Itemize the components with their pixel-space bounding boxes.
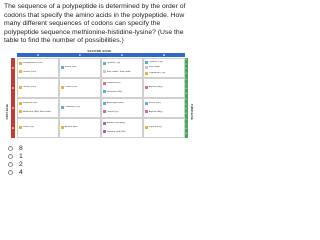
first-base-header: G	[11, 118, 15, 138]
amino-acid-name: Asparagine (Asn)	[106, 102, 124, 105]
codon-block	[101, 58, 143, 78]
codon-block	[101, 118, 143, 138]
amino-acid-swatch	[103, 122, 106, 125]
amino-acid-entry	[145, 72, 183, 75]
amino-acid-swatch	[19, 86, 22, 89]
second-base-header: C	[59, 53, 101, 57]
radio-button[interactable]	[8, 170, 13, 175]
codon-block	[59, 118, 101, 138]
amino-acid-swatch	[103, 70, 106, 73]
amino-acid-swatch	[145, 102, 148, 105]
first-base-header: A	[11, 98, 15, 118]
amino-acid-swatch	[145, 66, 148, 69]
codon-block	[59, 78, 101, 98]
amino-acid-swatch	[103, 82, 106, 85]
amino-acid-swatch	[103, 130, 106, 133]
codon-block	[17, 98, 59, 118]
amino-acid-name: Lysine (Lys)	[106, 110, 119, 113]
amino-acid-swatch	[103, 90, 106, 93]
amino-acid-entry	[61, 86, 99, 89]
amino-acid-entry	[61, 106, 99, 109]
amino-acid-entry	[145, 61, 183, 64]
answer-choice[interactable]	[8, 145, 23, 152]
amino-acid-swatch	[61, 106, 64, 109]
amino-acid-name: Valine (Val)	[22, 126, 34, 129]
amino-acid-name: Tryptophan (Trp)	[148, 71, 166, 74]
amino-acid-name: Glycine (Gly)	[148, 126, 162, 129]
amino-acid-name: Stop codon	[148, 66, 160, 69]
amino-acid-swatch	[103, 62, 106, 65]
amino-acid-swatch	[145, 72, 148, 75]
codon-block	[59, 58, 101, 78]
amino-acid-swatch	[61, 86, 64, 89]
codon-block	[143, 98, 185, 118]
amino-acid-name: Proline (Pro)	[64, 86, 78, 89]
codon-block	[59, 98, 101, 118]
amino-acid-entry	[19, 110, 57, 113]
amino-acid-name: Histidine (His)	[106, 82, 121, 85]
amino-acid-name: Serine (Ser)	[148, 102, 161, 105]
amino-acid-name: Aspartic acid (Asp)	[106, 122, 126, 125]
amino-acid-swatch	[61, 66, 64, 69]
amino-acid-name: Phenylalanine (Phe)	[22, 62, 43, 65]
third-base-column: U C A G	[184, 58, 188, 78]
amino-acid-name: Methionine (Met) Start codon	[22, 110, 52, 113]
amino-acid-name: Arginine (Arg)	[148, 86, 163, 89]
amino-acid-name: Alanine (Ala)	[64, 126, 78, 129]
radio-button[interactable]	[8, 162, 13, 167]
amino-acid-swatch	[61, 126, 64, 129]
third-base-column: U C A G	[184, 98, 188, 118]
second-base-header: G	[143, 53, 185, 57]
choice-label: 2	[19, 161, 23, 168]
amino-acid-name: Threonine (Thr)	[64, 106, 80, 109]
amino-acid-entry	[19, 86, 57, 89]
amino-acid-entry	[61, 66, 99, 69]
amino-acid-entry	[103, 110, 141, 113]
codon-block	[17, 78, 59, 98]
amino-acid-entry	[103, 90, 141, 93]
amino-acid-entry	[19, 102, 57, 105]
amino-acid-entry	[103, 102, 141, 105]
amino-acid-entry	[145, 66, 183, 69]
amino-acid-swatch	[19, 126, 22, 129]
answer-choice[interactable]	[8, 169, 23, 176]
amino-acid-swatch	[145, 86, 148, 89]
second-base-header: U	[17, 53, 59, 57]
choice-label: 1	[19, 153, 23, 160]
amino-acid-entry	[145, 102, 183, 105]
amino-acid-name: Isoleucine (Ile)	[22, 102, 38, 105]
amino-acid-name: Arginine (Arg)	[148, 110, 163, 113]
amino-acid-entry	[19, 62, 57, 65]
third-base-column: U C A G	[184, 118, 188, 138]
codon-block	[101, 78, 143, 98]
first-base-header: U	[11, 58, 15, 78]
amino-acid-swatch	[19, 70, 22, 73]
codon-block	[143, 78, 185, 98]
first-base-header: C	[11, 78, 15, 98]
amino-acid-name: Cysteine (Cys)	[148, 60, 164, 63]
amino-acid-swatch	[19, 102, 22, 105]
amino-acid-name: Glutamine (Gln)	[106, 90, 123, 93]
third-base-label: THIRD BASE	[190, 104, 193, 120]
amino-acid-entry	[103, 130, 141, 133]
first-base-label: FIRST BASE	[6, 104, 9, 120]
answer-choice[interactable]	[8, 153, 23, 160]
amino-acid-entry	[103, 62, 141, 65]
amino-acid-entry	[61, 126, 99, 129]
amino-acid-name: Serine (Ser)	[64, 66, 77, 69]
codon-block	[17, 58, 59, 78]
amino-acid-entry	[103, 122, 141, 125]
choice-label: 8	[19, 145, 23, 152]
amino-acid-swatch	[103, 110, 106, 113]
question-text: The sequence of a polypeptide is determined by the order of codons that specify the amino acids in the polypeptide. How many different sequences of codons can specify the polypeptide sequence methionine-histidine-lysine? (Use the table to find the number of possibilities.)	[4, 3, 186, 45]
amino-acid-entry	[145, 126, 183, 129]
codon-block	[101, 98, 143, 118]
third-base-column: U C A G	[184, 78, 188, 98]
amino-acid-entry	[19, 126, 57, 129]
amino-acid-name: Leucine (Leu)	[22, 86, 37, 89]
choice-label: 4	[19, 169, 23, 176]
amino-acid-swatch	[19, 110, 22, 113]
amino-acid-entry	[103, 82, 141, 85]
radio-button[interactable]	[8, 154, 13, 159]
amino-acid-name: Glutamic acid (Glu)	[106, 130, 126, 133]
amino-acid-name: Leucine (Leu)	[22, 70, 37, 73]
amino-acid-swatch	[145, 110, 148, 113]
codon-table	[6, 49, 193, 139]
amino-acid-entry	[103, 70, 141, 73]
amino-acid-name: Stop codon / Stop codon	[106, 70, 131, 73]
answer-choice[interactable]	[8, 161, 23, 168]
second-base-title: SECOND BASE	[87, 49, 112, 53]
second-base-header: A	[101, 53, 143, 57]
amino-acid-swatch	[19, 62, 22, 65]
amino-acid-entry	[19, 70, 57, 73]
amino-acid-swatch	[103, 102, 106, 105]
amino-acid-entry	[145, 110, 183, 113]
amino-acid-entry	[145, 86, 183, 89]
codon-block	[143, 118, 185, 138]
amino-acid-swatch	[145, 126, 148, 129]
amino-acid-swatch	[145, 61, 148, 64]
radio-button[interactable]	[8, 146, 13, 151]
amino-acid-name: Tyrosine (Tyr)	[106, 62, 121, 65]
codon-block	[17, 118, 59, 138]
codon-block	[143, 58, 185, 78]
